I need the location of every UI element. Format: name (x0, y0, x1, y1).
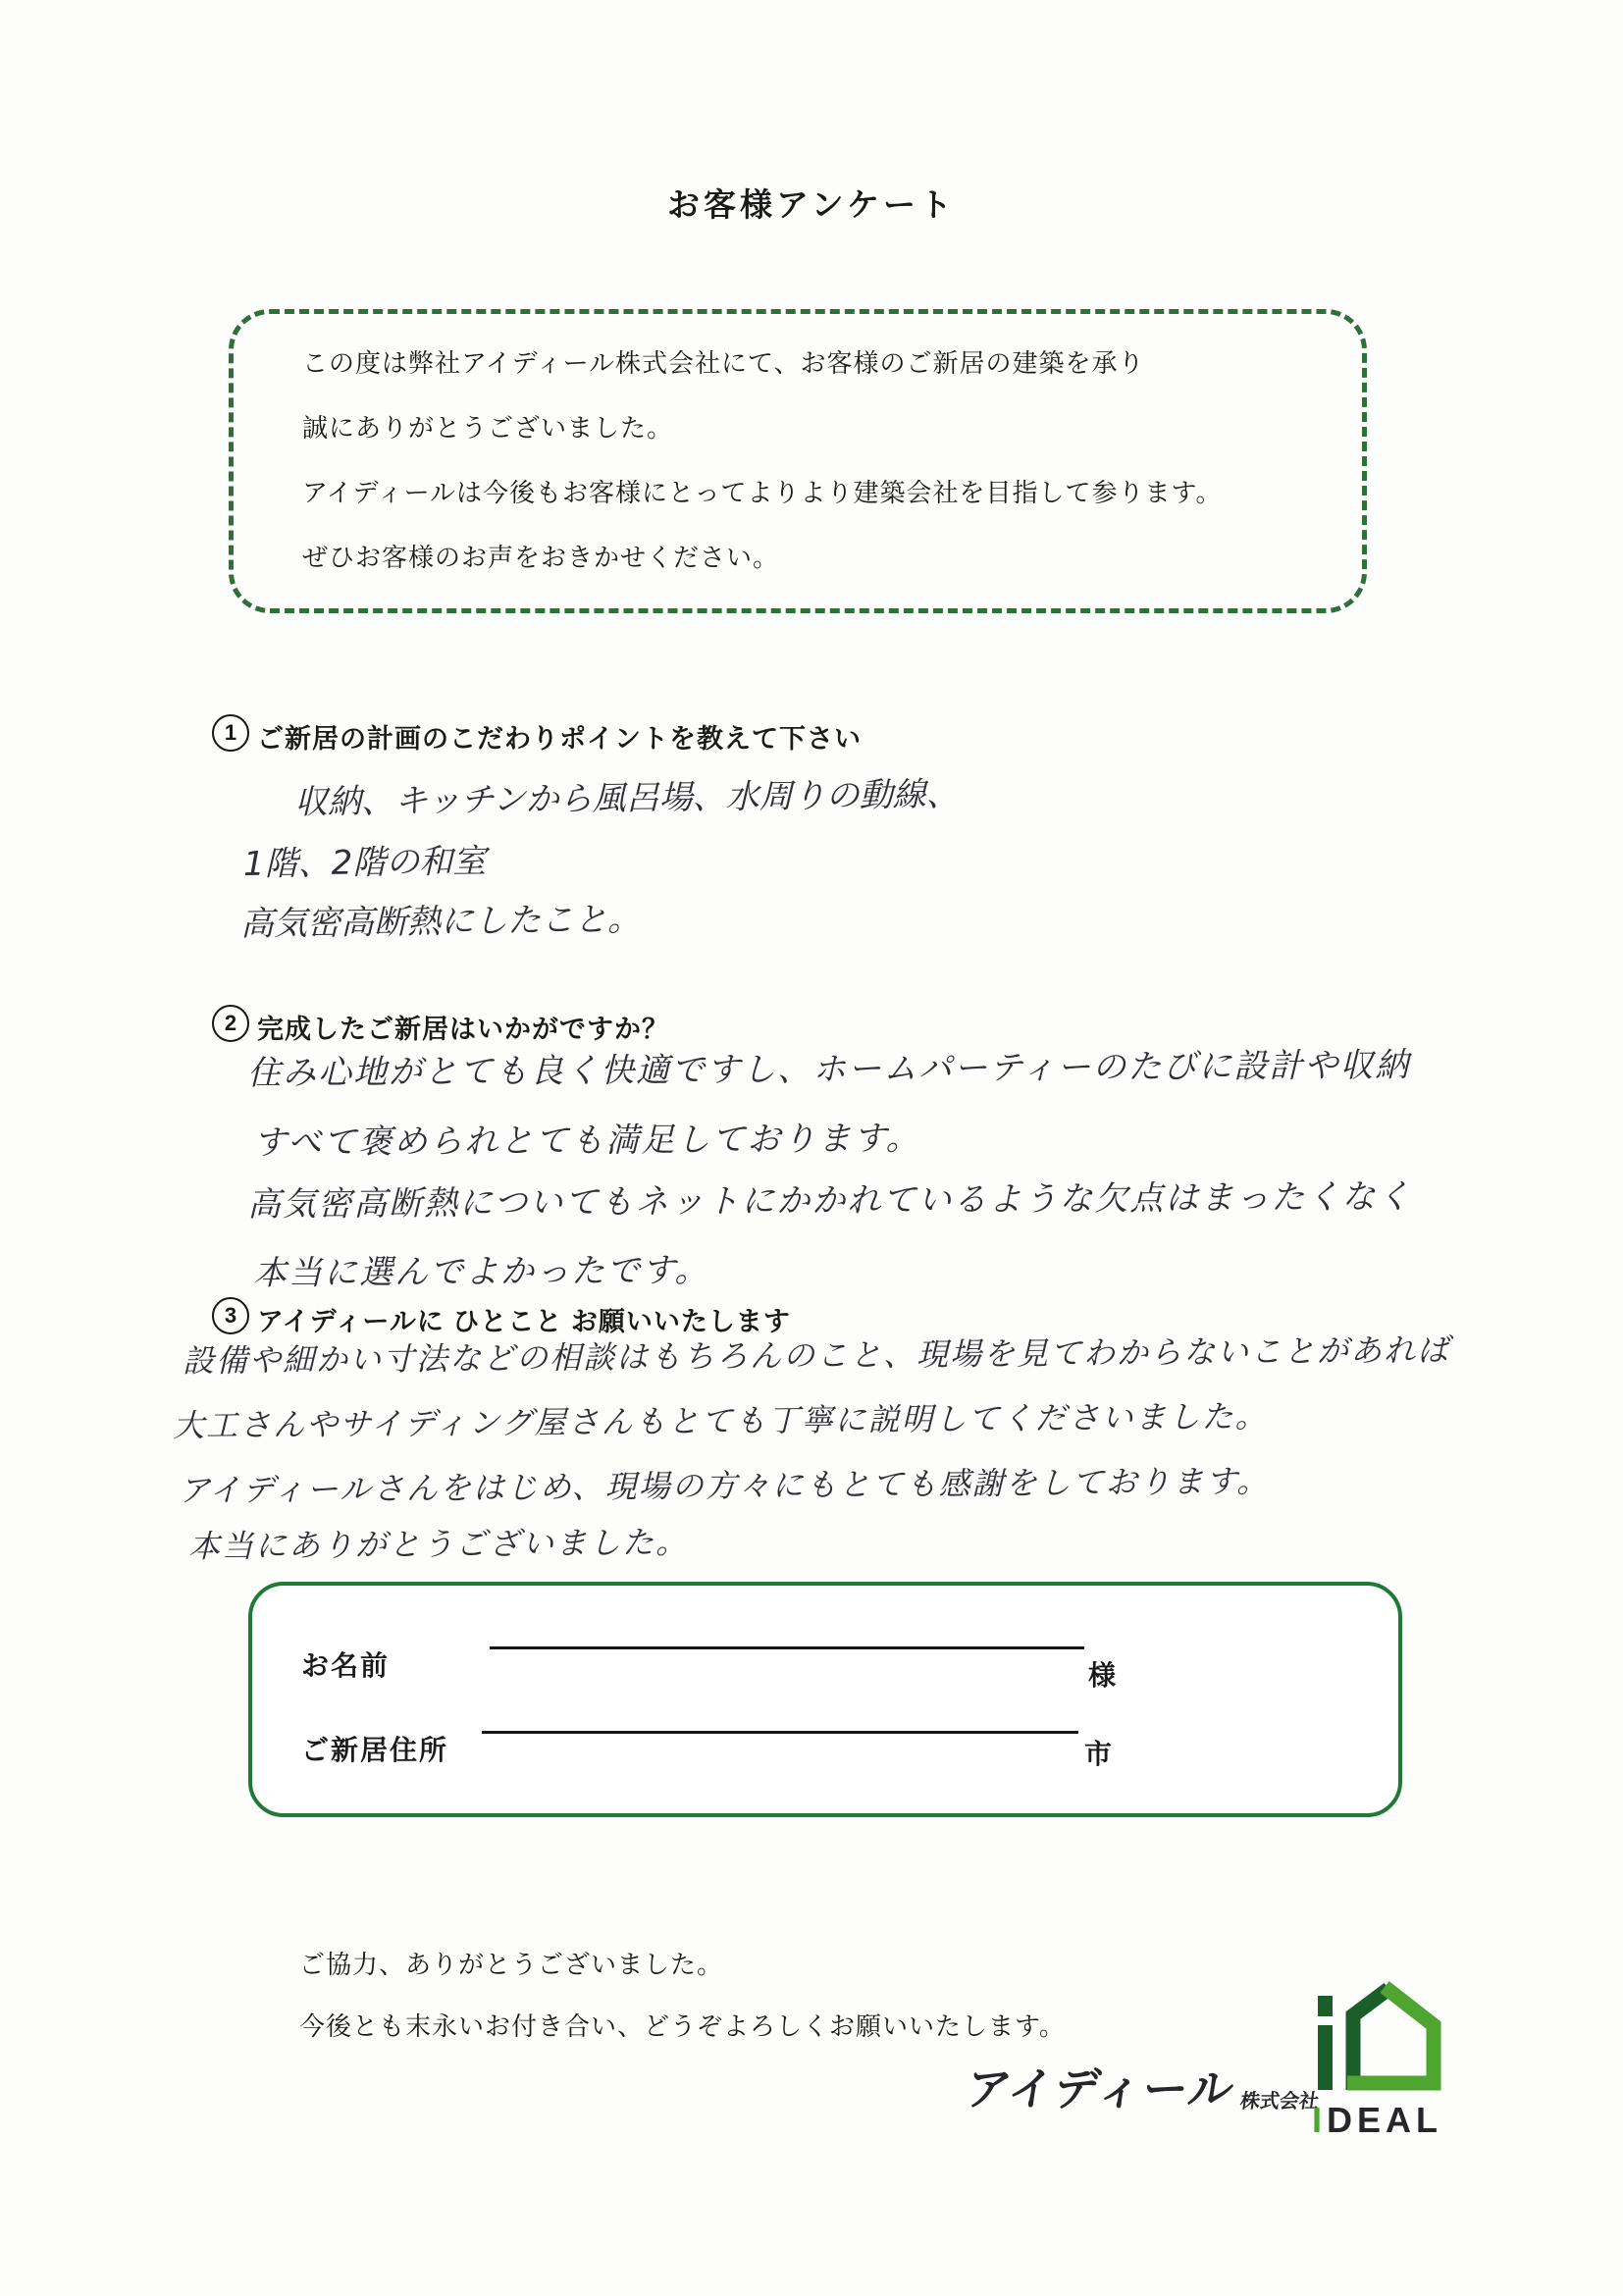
company-logotype (962, 2054, 1321, 2118)
name-suffix: 様 (1088, 1660, 1117, 1691)
answer-line: 本当にありがとうございました。 (187, 1523, 690, 1565)
answer-line: 高気密高断熱にしたこと。 (239, 900, 642, 944)
answer-line: 設備や細かい寸法などの相談はもちろんのこと、現場を見てわからないことがあれば (182, 1331, 1451, 1380)
address-input-line (482, 1731, 1078, 1734)
intro-line: ぜひお客様のお声をおきかせください。 (302, 543, 780, 572)
page-title: お客様アンケート (666, 186, 957, 223)
question-1-number: 1 (212, 714, 249, 752)
answer-line: 1階、2階の和室 (242, 841, 487, 884)
intro-line: 誠にありがとうございました。 (302, 413, 674, 443)
ideal-logo-text (1312, 2100, 1443, 2140)
footer-thanks-line: ご協力、ありがとうございました。 (299, 1950, 724, 1979)
intro-line: アイディールは今後もお客様にとってよりより建築会社を目指して参ります。 (302, 478, 1223, 507)
name-label: お名前 (301, 1650, 391, 1681)
address-label: ご新居住所 (301, 1735, 449, 1765)
answer-line: 本当に選んでよかったです。 (252, 1250, 710, 1293)
ideal-logo-i: I (1312, 2100, 1328, 2140)
answer-line: すべて褒められとても満足しております。 (252, 1119, 921, 1163)
footer-thanks-line: 今後とも末永いお付き合い、どうぞよろしくお願いいたします。 (299, 2011, 1066, 2041)
question-3-number: 3 (212, 1297, 249, 1334)
question-2-label: 完成したご新居はいかがですか？ (257, 1015, 669, 1044)
company-name: アイディール (962, 2063, 1238, 2114)
name-address-box (248, 1582, 1402, 1817)
answer-line: 高気密高断熱についてもネットにかかれているような欠点はまったくなく (246, 1176, 1413, 1225)
ideal-logo (1312, 1980, 1441, 2138)
intro-box (229, 309, 1367, 613)
question-3-label: アイディールに ひとこと お願いいたします (257, 1307, 791, 1336)
name-input-line (490, 1646, 1084, 1649)
answer-line: 大工さんやサイディング屋さんもとても丁寧に説明してくださいました。 (172, 1397, 1269, 1444)
intro-line: この度は弊社アイディール株式会社にて、お客様のご新居の建築を承り (302, 348, 1145, 378)
company-suffix: 株式会社 (1238, 2091, 1321, 2113)
ideal-logo-deal: DEAL (1327, 2100, 1443, 2140)
question-2-number: 2 (212, 1005, 249, 1042)
answer-line: 住み心地がとても良く快適ですし、ホームパーティーのたびに設計や収納 (246, 1045, 1411, 1093)
answer-line: 収納、キッチンから風呂場、水周りの動線、 (293, 774, 960, 822)
question-1-label: ご新居の計画のこだわりポイントを教えて下さい (257, 724, 862, 754)
answer-line: アイディールさんをはじめ、現場の方々にもとても感謝をしております。 (178, 1462, 1271, 1509)
address-suffix: 市 (1084, 1739, 1113, 1769)
house-logo-icon (1312, 1980, 1441, 2096)
